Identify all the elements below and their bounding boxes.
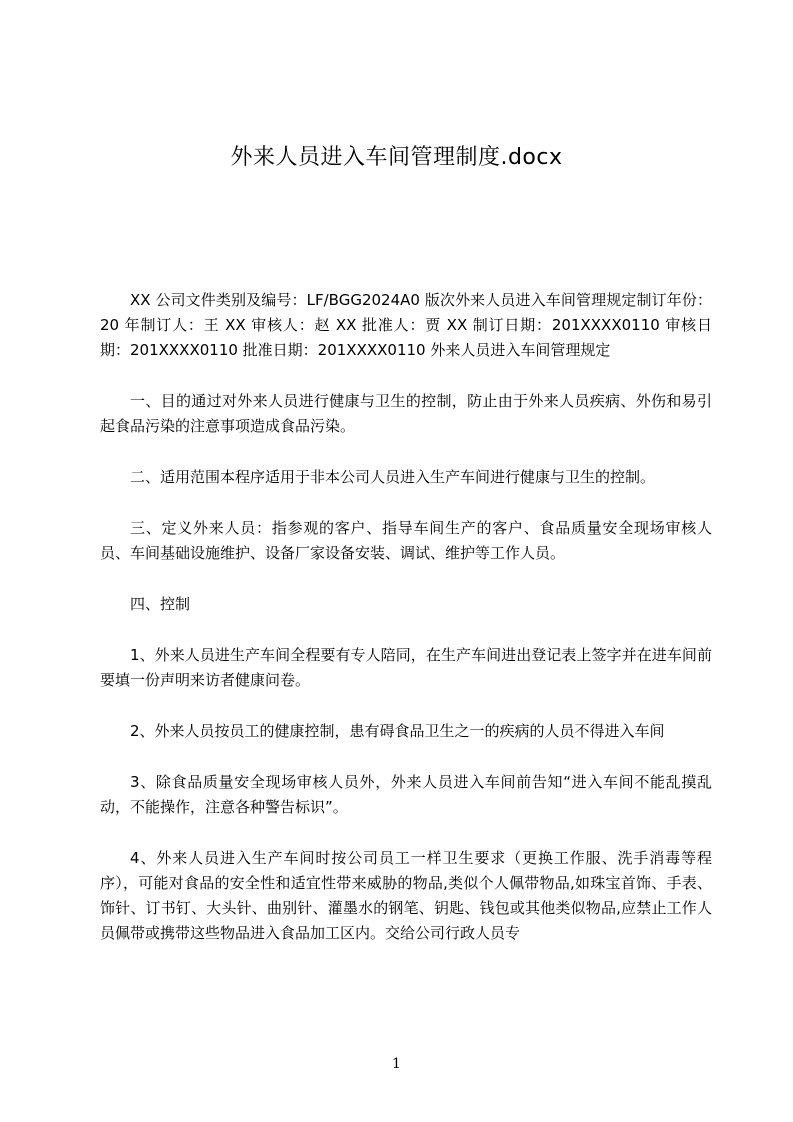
section-scope-paragraph: 二、适用范围本程序适用于非本公司人员进入生产车间进行健康与卫生的控制。 <box>130 468 656 486</box>
document-title: 外来人员进入车间管理制度.docx <box>230 145 563 170</box>
control-item-1: 1、外来人员进生产车间全程要有专人陪同，在生产车间进出登记表上签字并在进车间前要填一份声明来访者健康问卷。 <box>100 646 712 689</box>
section-definition-paragraph: 三、定义外来人员：指参观的客户、指导车间生产的客户、食品质量安全现场审核人员、车间基础设施维护、设备厂家设备安装、调试、维护等工作人员。 <box>100 519 712 562</box>
page-number: 1 <box>392 1056 401 1072</box>
control-item-3: 3、除食品质量安全现场审核人员外，外来人员进入车间前告知“进入车间不能乱摸乱动，不能操作，注意各种警告标识”。 <box>100 773 712 816</box>
control-item-2: 2、外来人员按员工的健康控制，患有碍食品卫生之一的疾病的人员不得进入车间 <box>130 722 665 740</box>
section-purpose-paragraph: 一、目的通过对外来人员进行健康与卫生的控制，防止由于外来人员疾病、外伤和易引起食品污染的注意事项造成食品污染。 <box>100 392 712 435</box>
section-control-heading: 四、控制 <box>130 595 191 613</box>
control-item-4: 4、外来人员进入生产车间时按公司员工一样卫生要求（更换工作服、洗手消毒等程序），可能对食品的安全性和适宜性带来威胁的物品,类似个人佩带物品,如珠宝首饰、手表、饰针、订书钉、大头针、曲别针、灌墨水的钢笔、钥匙、钱包或其他类似物品,应禁止工作人员佩带或携带这些物品进入食品加工区内。交给公司行政人员专 <box>100 849 712 942</box>
header-info-paragraph: XX 公司文件类别及编号：LF/BGG2024A0 版次外来人员进入车间管理规定制订年份：20 年制订人：王 XX 审核人：赵 XX 批准人：贾 XX 制订日期：201XXXX0110 审核日期：201XXXX0110 批准日期：201XXXX0110 外来人员进入车间管理规定 <box>100 291 712 359</box>
document-body <box>100 288 712 972</box>
